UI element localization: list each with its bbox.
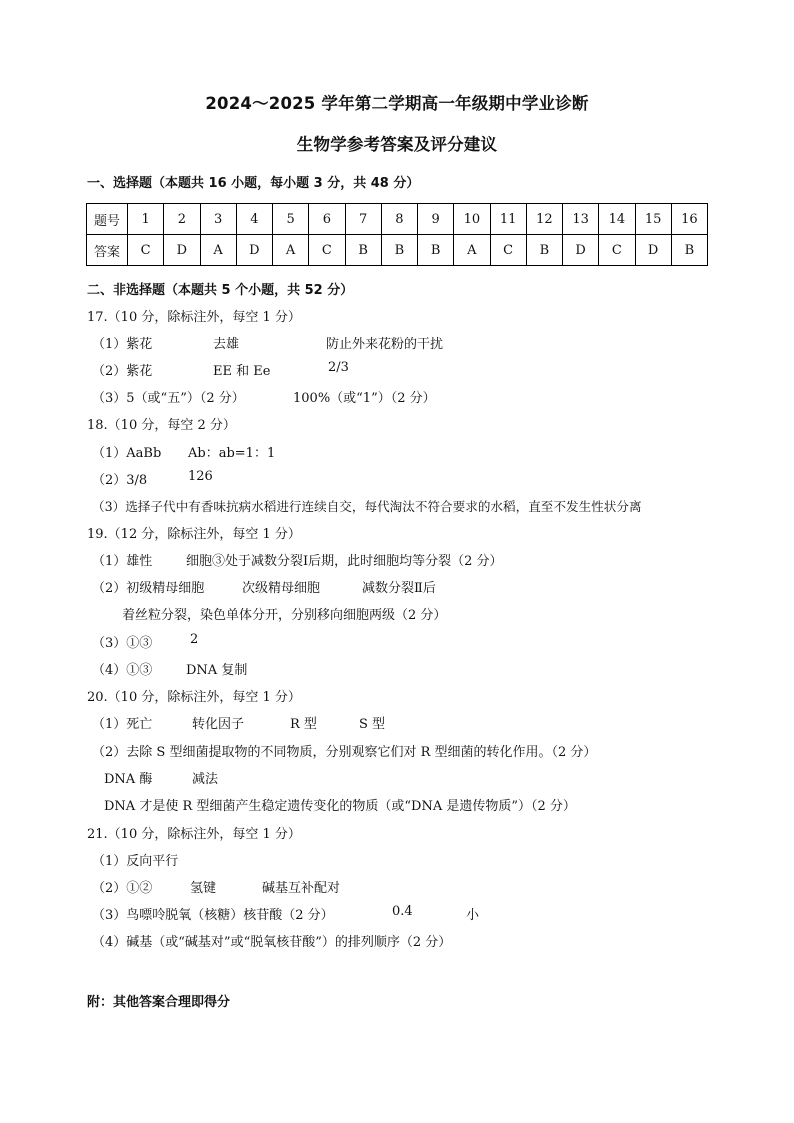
q19-3-a: （3）①③ [92, 636, 153, 651]
answer-cell: C [309, 235, 345, 266]
question-number-cell: 15 [635, 204, 671, 235]
q18-1-a: （1）AaBb [92, 446, 162, 461]
q19-2-b: 次级精母细胞 [242, 581, 321, 596]
question-number-cell: 8 [381, 204, 417, 235]
q17-1-b: 去雄 [213, 337, 240, 352]
q21-2-b: 氢键 [190, 881, 217, 896]
question-number-cell: 5 [273, 204, 309, 235]
q17-2-c: 2/3 [328, 360, 349, 375]
answer-cell: D [164, 235, 200, 266]
answer-cell: B [418, 235, 454, 266]
q20-1-a: （1）死亡 [92, 717, 153, 732]
q21-header: 21.（10 分，除标注外，每空 1 分） [87, 827, 301, 842]
answer-cell: D [563, 235, 599, 266]
question-number-cell: 7 [345, 204, 381, 235]
answer-row [87, 235, 708, 266]
q20-header: 20.（10 分，除标注外，每空 1 分） [87, 690, 301, 705]
question-number-cell: 11 [490, 204, 526, 235]
q20-1-b: 转化因子 [192, 717, 245, 732]
q19-line-2b: 着丝粒分裂，染色单体分开，分别移向细胞两级（2 分） [122, 608, 447, 623]
question-number-cell: 10 [454, 204, 490, 235]
answer-cell: D [236, 235, 272, 266]
section-heading-multiple-choice: 一、选择题（本题共 16 小题，每小题 3 分，共 48 分） [87, 176, 420, 191]
q19-1-a: （1）雄性 [92, 554, 153, 569]
answer-cell: A [454, 235, 490, 266]
q19-3-b: 2 [190, 632, 199, 647]
row-label-question: 题号 [87, 204, 128, 235]
question-number-cell: 14 [599, 204, 635, 235]
answer-cell: B [526, 235, 562, 266]
q20-1-d: S 型 [359, 717, 386, 732]
answer-cell: B [381, 235, 417, 266]
q18-1-b: Ab：ab=1：1 [188, 446, 276, 461]
q20-2b-b: 减法 [192, 772, 219, 787]
q20-line-2: （2）去除 S 型细菌提取物的不同物质，分别观察它们对 R 型细菌的转化作用。（2 分） [92, 745, 597, 760]
page-title: 2024～2025 学年第二学期高一年级期中学业诊断 [205, 94, 589, 113]
q21-3-b: 0.4 [392, 904, 413, 919]
q17-2-b: EE 和 Ee [213, 364, 271, 379]
q19-header: 19.（12 分，除标注外，每空 1 分） [87, 527, 301, 542]
q19-2-a: （2）初级精母细胞 [92, 581, 205, 596]
question-number-cell: 3 [200, 204, 236, 235]
question-number-cell: 6 [309, 204, 345, 235]
q20-2b-a: DNA 酶 [104, 772, 153, 787]
question-number-cell: 4 [236, 204, 272, 235]
q18-2-a: （2）3/8 [92, 473, 148, 488]
q21-line-4: （4）碱基（或“碱基对”或“脱氧核苷酸”）的排列顺序（2 分） [92, 935, 452, 950]
footer-note: 附：其他答案合理即得分 [87, 995, 231, 1010]
answer-table [86, 203, 708, 266]
q17-3-a: （3）5（或“五”）（2 分） [92, 391, 245, 406]
answer-cell: A [273, 235, 309, 266]
q18-2-b: 126 [188, 469, 213, 484]
q20-line-2c: DNA 才是使 R 型细菌产生稳定遗传变化的物质（或“DNA 是遗传物质”）（2 分） [104, 799, 576, 814]
q18-line-3: （3）选择子代中有香味抗病水稻进行连续自交，每代淘汰不符合要求的水稻，直至不发生性状分离 [92, 499, 642, 514]
q17-1-a: （1）紫花 [92, 337, 153, 352]
q17-3-b: 100%（或“1”）（2 分） [293, 391, 436, 406]
q19-1-b: 细胞③处于减数分裂Ⅰ后期，此时细胞均等分裂（2 分） [186, 554, 503, 569]
question-number-cell: 12 [526, 204, 562, 235]
answer-cell: C [490, 235, 526, 266]
page-subtitle: 生物学参考答案及评分建议 [296, 135, 498, 154]
q21-2-c: 碱基互补配对 [262, 881, 341, 896]
answer-cell: B [345, 235, 381, 266]
question-number-row [87, 204, 708, 235]
q17-2-a: （2）紫花 [92, 364, 153, 379]
q21-3-a: （3）鸟嘌呤脱氧（核糖）核苷酸（2 分） [92, 908, 334, 923]
question-number-cell: 2 [164, 204, 200, 235]
question-number-cell: 9 [418, 204, 454, 235]
section-heading-free-response: 二、非选择题（本题共 5 个小题，共 52 分） [87, 283, 354, 298]
q20-1-c: R 型 [290, 717, 317, 732]
q19-2-c: 减数分裂Ⅱ后 [362, 581, 436, 596]
answer-cell: B [671, 235, 707, 266]
question-number-cell: 1 [128, 204, 164, 235]
answer-cell: C [128, 235, 164, 266]
answer-cell: D [635, 235, 671, 266]
q21-3-c: 小 [466, 908, 480, 923]
q19-4-b: DNA 复制 [186, 663, 248, 678]
row-label-answer: 答案 [87, 235, 128, 266]
q21-line-1: （1）反向平行 [92, 854, 179, 869]
question-number-cell: 13 [563, 204, 599, 235]
question-number-cell: 16 [671, 204, 707, 235]
q17-1-c: 防止外来花粉的干扰 [326, 337, 444, 352]
q21-2-a: （2）①② [92, 881, 153, 896]
answer-cell: C [599, 235, 635, 266]
q19-4-a: （4）①③ [92, 663, 153, 678]
answer-cell: A [200, 235, 236, 266]
q18-header: 18.（10 分，每空 2 分） [87, 418, 236, 433]
q17-header: 17.（10 分，除标注外，每空 1 分） [87, 310, 301, 325]
